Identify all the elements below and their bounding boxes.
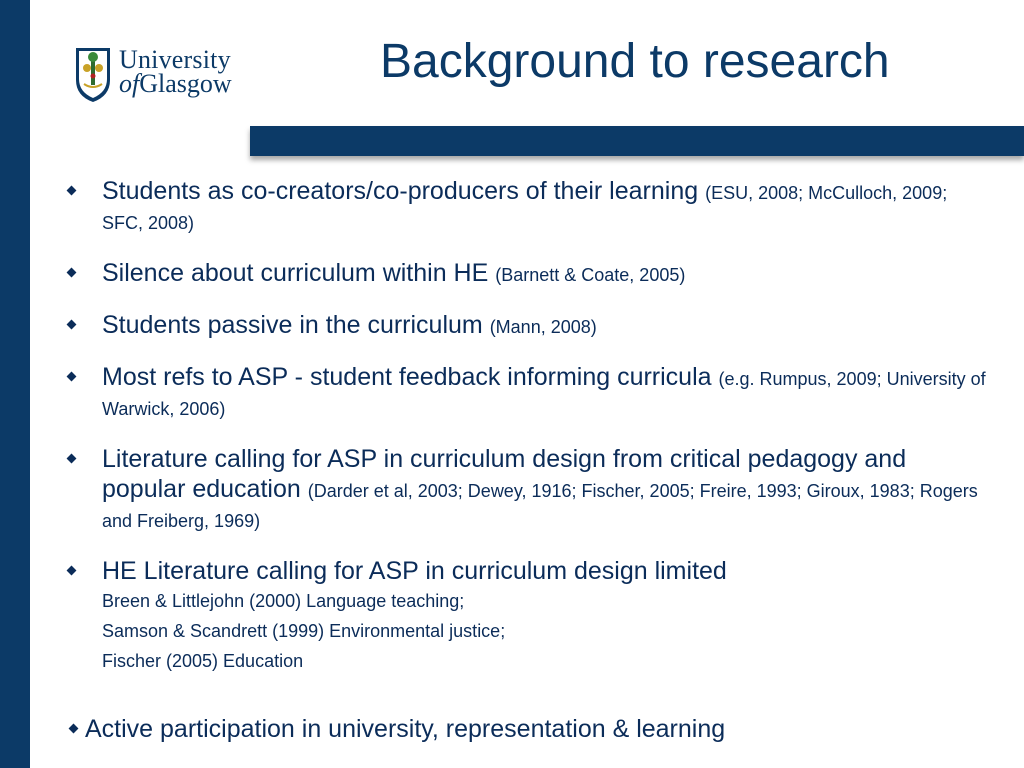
- bullet-text: HE Literature calling for ASP in curriculum design limited: [102, 557, 727, 585]
- slide-content: [68, 176, 988, 744]
- diamond-bullet-icon: [67, 186, 77, 196]
- diamond-bullet-icon: [67, 566, 77, 576]
- university-crest-icon: [74, 46, 112, 104]
- sub-reference: Breen & Littlejohn (2000) Language teaching;: [102, 591, 465, 611]
- bullet-item: [68, 444, 988, 534]
- sub-reference: Samson & Scandrett (1999) Environmental justice;: [102, 621, 506, 641]
- bullet-text: Literature calling for ASP in curriculum design from critical pedagogy and popular education: [102, 445, 907, 503]
- bullet-reference: (Mann, 2008): [489, 317, 597, 337]
- bullet-reference: (Darder et al, 2003; Dewey, 1916; Fischer, 2005; Freire, 1993; Giroux, 1983; Rogers and Freiberg, 1969): [102, 481, 978, 531]
- bullet-text: Most refs to ASP - student feedback informing curricula: [102, 363, 719, 391]
- sub-reference: Fischer (2005) Education: [102, 651, 304, 671]
- final-bullet-text: Active participation in university, representation & learning: [85, 715, 726, 743]
- bullet-text: Silence about curriculum within HE: [102, 259, 496, 287]
- left-accent-bar: [0, 0, 30, 768]
- bullet-reference: (ESU, 2008; McCulloch, 2009; SFC, 2008): [102, 183, 948, 233]
- diamond-bullet-icon: [69, 723, 79, 733]
- wordmark-glasgow: Glasgow: [139, 69, 232, 98]
- wordmark-university: University: [119, 45, 231, 74]
- wordmark-of: of: [119, 69, 140, 98]
- bullet-text: Students passive in the curriculum: [102, 311, 490, 339]
- slide-title: Background to research: [380, 35, 890, 88]
- university-wordmark: [119, 45, 232, 98]
- diamond-bullet-icon: [67, 268, 77, 278]
- bullet-reference: (Barnett & Coate, 2005): [495, 265, 686, 285]
- diamond-bullet-icon: [67, 454, 77, 464]
- bullet-item: [68, 556, 988, 586]
- diamond-bullet-icon: [67, 372, 77, 382]
- diamond-bullet-icon: [67, 320, 77, 330]
- bullet-item: [68, 258, 988, 288]
- bullet-reference: (e.g. Rumpus, 2009; University of Warwick, 2006): [102, 369, 986, 419]
- bullet-item: [68, 176, 988, 236]
- bullet-text: Students as co-creators/co-producers of their learning: [102, 177, 706, 205]
- wordmark-of-glasgow: [119, 69, 232, 98]
- bullet-item: [68, 310, 988, 340]
- header-divider-bar: [250, 126, 1024, 156]
- university-logo: [74, 46, 254, 106]
- final-bullet: [68, 714, 988, 744]
- bullet-item: [68, 362, 988, 422]
